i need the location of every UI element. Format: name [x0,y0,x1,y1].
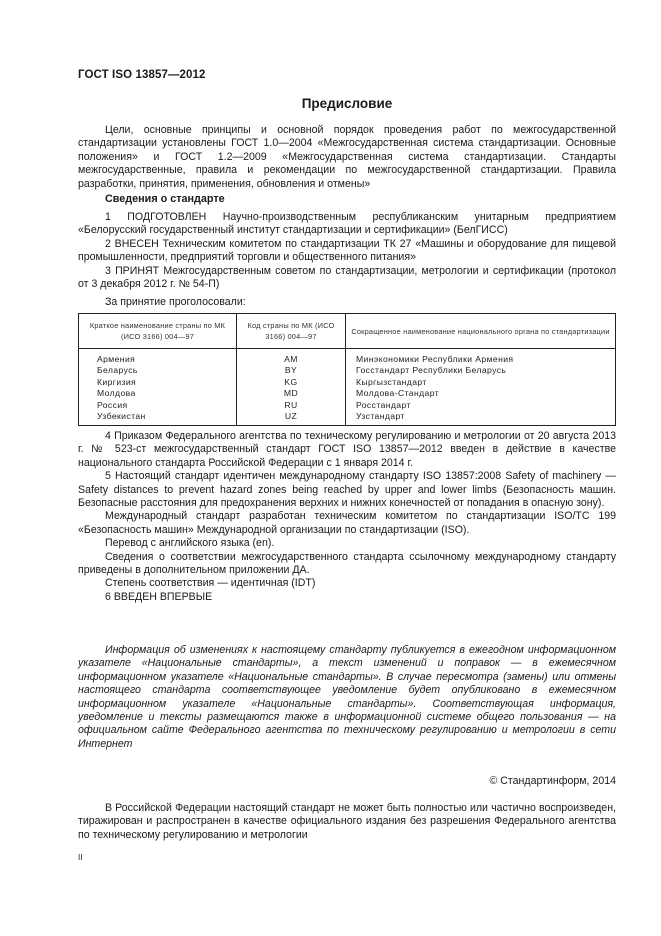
intl-committee-paragraph: Международный стандарт разработан техническим комитетом по стандартизации ISO/TC 199 «Безопасность машин» Международной организации по стандартизации (ISO). [78,510,616,536]
country-name: Узбекистан [79,411,237,426]
reproduction-restriction: В Российской Федерации настоящий стандарт не может быть полностью или частично воспроизведен, тиражирован и распространен в качестве официального издания без разрешения Федерального агентства по техническому регулированию и метрологии [78,802,616,841]
national-body: Узстандарт [346,411,616,426]
copyright: © Стандартинформ, 2014 [489,775,616,787]
header-country-code: Код страны по МК (ИСО 3166) 004—97 [237,314,346,349]
document-code-header: ГОСТ ISO 13857—2012 [78,69,206,81]
degree-paragraph: Степень соответствия — идентичная (IDT) [105,577,316,590]
country-code: UZ [237,411,346,426]
table-row [79,400,616,411]
item-introduced: 6 ВВЕДЕН ВПЕРВЫЕ [105,590,213,603]
national-body: Молдова-Стандарт [346,388,616,399]
country-code: RU [237,400,346,411]
page-number: II [78,853,83,862]
header-country-name: Краткое наименование страны по МК (ИСО 3166) 004—97 [79,314,237,349]
table-row [79,349,616,366]
country-code: KG [237,377,346,388]
table-header-row [79,314,616,349]
table-row [79,365,616,376]
national-body: Госстандарт Республики Беларусь [346,365,616,376]
table-row [79,377,616,388]
changes-notice: Информация об изменениях к настоящему стандарту публикуется в ежегодном информационном указателе «Национальные стандарты», а текст изменений и поправок — в ежемесячном информационном указателе «Национальные стандарты». В случае пересмотра (замены) или отмены настоящего стандарта соответствующее уведомление будет опубликовано в ежемесячном информационном указателе «Национальные стандарты». Соответствующая информация, уведомление и тексты размещаются также в информационной системе общего пользования — на официальном сайте Федерального агентства по техническому регулированию и метрологии в сети Интернет [78,644,616,750]
section-heading: Сведения о стандарте [105,193,225,205]
country-name: Молдова [79,388,237,399]
country-code: BY [237,365,346,376]
item-adopted: 3 ПРИНЯТ Межгосударственным советом по стандартизации, метрологии и сертификации (протокол от 3 декабря 2012 г. № 54-П) [78,264,616,291]
country-name: Россия [79,400,237,411]
item-prepared: 1 ПОДГОТОВЛЕН Научно-производственным республиканским унитарным предприятием «Белорусский государственный институт стандартизации и сертификации» (БелГИСС) [78,211,616,237]
intro-paragraph: Цели, основные принципы и основной порядок проведения работ по межгосударственной стандартизации установлены ГОСТ 1.0—2004 «Межгосударственная система стандартизации. Основные положения» и ГОСТ 1.2—2009 «Межгосударственная система стандартизации. Стандарты межгосударственные, правила и рекомендации по межгосударственной стандартизации. Правила разработки, принятия, применения, обновления и отмены» [78,124,616,190]
country-name: Армения [79,349,237,366]
votes-table [78,313,616,426]
table-row [79,388,616,399]
header-national-body: Сокращенное наименование национального органа по стандартизации [346,314,616,349]
national-body: Росстандарт [346,400,616,411]
country-code: MD [237,388,346,399]
table-row [79,411,616,426]
country-name: Киргизия [79,377,237,388]
item-submitted: 2 ВНЕСЕН Техническим комитетом по стандартизации ТК 27 «Машины и оборудование для пищевой промышленности, предприятий торговли и общественного питания» [78,237,616,264]
national-body: Минэкономики Республики Армения [346,349,616,366]
national-body: Кыргызстандарт [346,377,616,388]
item-enacted: 4 Приказом Федерального агентства по техническому регулированию и метрологии от 20 августа 2013 г. № 523-ст межгосударственный стандарт ГОСТ ISO 13857—2012 введен в действие в качестве национального стандарта Российской Федерации с 1 января 2014 г. [78,430,616,469]
country-name: Беларусь [79,365,237,376]
compliance-info-paragraph: Сведения о соответствии межгосударственного стандарта ссылочному международному стандарту приведены в дополнительном приложении ДА. [78,550,616,577]
item-identical: 5 Настоящий стандарт идентичен международному стандарту ISO 13857:2008 Safety of machinery — Safety distances to prevent hazard zones being reached by upper and lower limbs (Безопасность машин. Безопасные расстояния для предохранения верхних и нижних конечностей от попадания в опасную зону). [78,470,616,510]
voted-label: За принятие проголосовали: [105,296,246,309]
translation-paragraph: Перевод с английского языка (en). [105,537,275,550]
country-code: AM [237,349,346,366]
page-title: Предисловие [301,96,393,111]
